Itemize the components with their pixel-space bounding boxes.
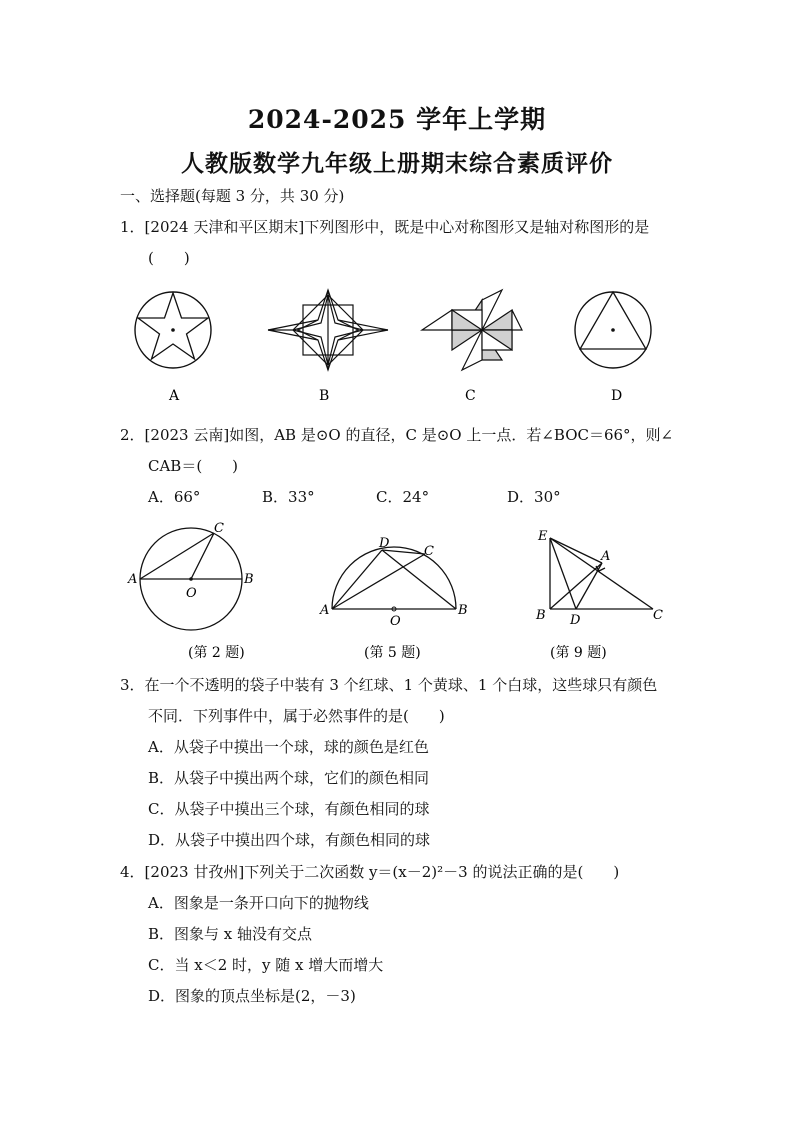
caption-q2: (第 2 题) (188, 645, 245, 661)
figure-d-circle-triangle (575, 292, 651, 368)
q4-option-c: C．当 x＜2 时，y 随 x 增大而增大 (148, 956, 384, 974)
fig9-point-e: E (538, 529, 548, 544)
figure-b-compass-star (268, 290, 388, 370)
q1-answer-blank: ( ) (148, 249, 190, 267)
fig2-point-b: B (244, 572, 254, 587)
q3-option-a: A．从袋子中摸出一个球，球的颜色是红色 (148, 738, 429, 756)
q2-option-d: D．30° (507, 488, 561, 506)
q4-option-d: D．图象的顶点坐标是(2，－3) (148, 987, 356, 1005)
q2-option-b: B．33° (262, 488, 315, 506)
fig9-point-c: C (653, 608, 663, 623)
q3-stem: 3．在一个不透明的袋子中装有 3 个红球、1 个黄球、1 个白球，这些球只有颜色 (120, 676, 658, 694)
fig5-point-a: A (320, 603, 330, 618)
figure-a-circle-star (135, 292, 211, 368)
q2-option-c: C．24° (376, 488, 430, 506)
fig5-point-o: O (390, 614, 401, 629)
fig9-point-b: B (536, 608, 546, 623)
caption-q5: (第 5 题) (364, 645, 421, 661)
q4-stem: 4．[2023 甘孜州]下列关于二次函数 y＝(x－2)²－3 的说法正确的是( ) (120, 863, 620, 881)
q2-figures (120, 515, 680, 670)
q4-option-a: A．图象是一条开口向下的抛物线 (148, 894, 369, 912)
fig2-point-c: C (214, 521, 224, 536)
q3-stem-continued: 不同．下列事件中，属于必然事件的是( ) (148, 707, 445, 725)
fig5-point-c: C (424, 544, 434, 559)
fig9-point-d: D (570, 613, 581, 628)
q2-stem: 2．[2023 云南]如图，AB 是⊙O 的直径，C 是⊙O 上一点．若∠BOC＝66°，则∠ (120, 426, 674, 444)
q3-option-b: B．从袋子中摸出两个球，它们的颜色相同 (148, 769, 430, 787)
page-subtitle: 人教版数学九年级上册期末综合素质评价 (181, 150, 613, 177)
figure-label-c: C (465, 388, 476, 404)
figure-c-pinwheel (422, 290, 522, 370)
caption-q9: (第 9 题) (550, 645, 607, 661)
figure-label-a: A (169, 388, 180, 404)
fig5-point-d: D (379, 536, 390, 551)
fig2-point-a: A (128, 572, 138, 587)
q2-stem-continued: CAB＝( ) (148, 457, 239, 475)
q4-option-b: B．图象与 x 轴没有交点 (148, 925, 313, 943)
figure-label-d: D (611, 388, 623, 404)
section-heading: 一、选择题(每题 3 分，共 30 分) (120, 187, 345, 205)
q3-option-c: C．从袋子中摸出三个球，有颜色相同的球 (148, 800, 430, 818)
figure-question-5 (332, 547, 456, 609)
fig5-point-b: B (458, 603, 468, 618)
q1-figures (120, 285, 680, 410)
page-title: 2024-2025 学年上学期 (247, 105, 547, 134)
fig9-point-a: A (601, 549, 611, 564)
figure-label-b: B (319, 388, 330, 404)
q1-stem: 1．[2024 天津和平区期末]下列图形中，既是中心对称图形又是轴对称图形的是 (120, 218, 650, 236)
q2-option-a: A．66° (148, 488, 201, 506)
q3-option-d: D．从袋子中摸出四个球，有颜色相同的球 (148, 831, 431, 849)
fig2-point-o: O (186, 586, 197, 601)
